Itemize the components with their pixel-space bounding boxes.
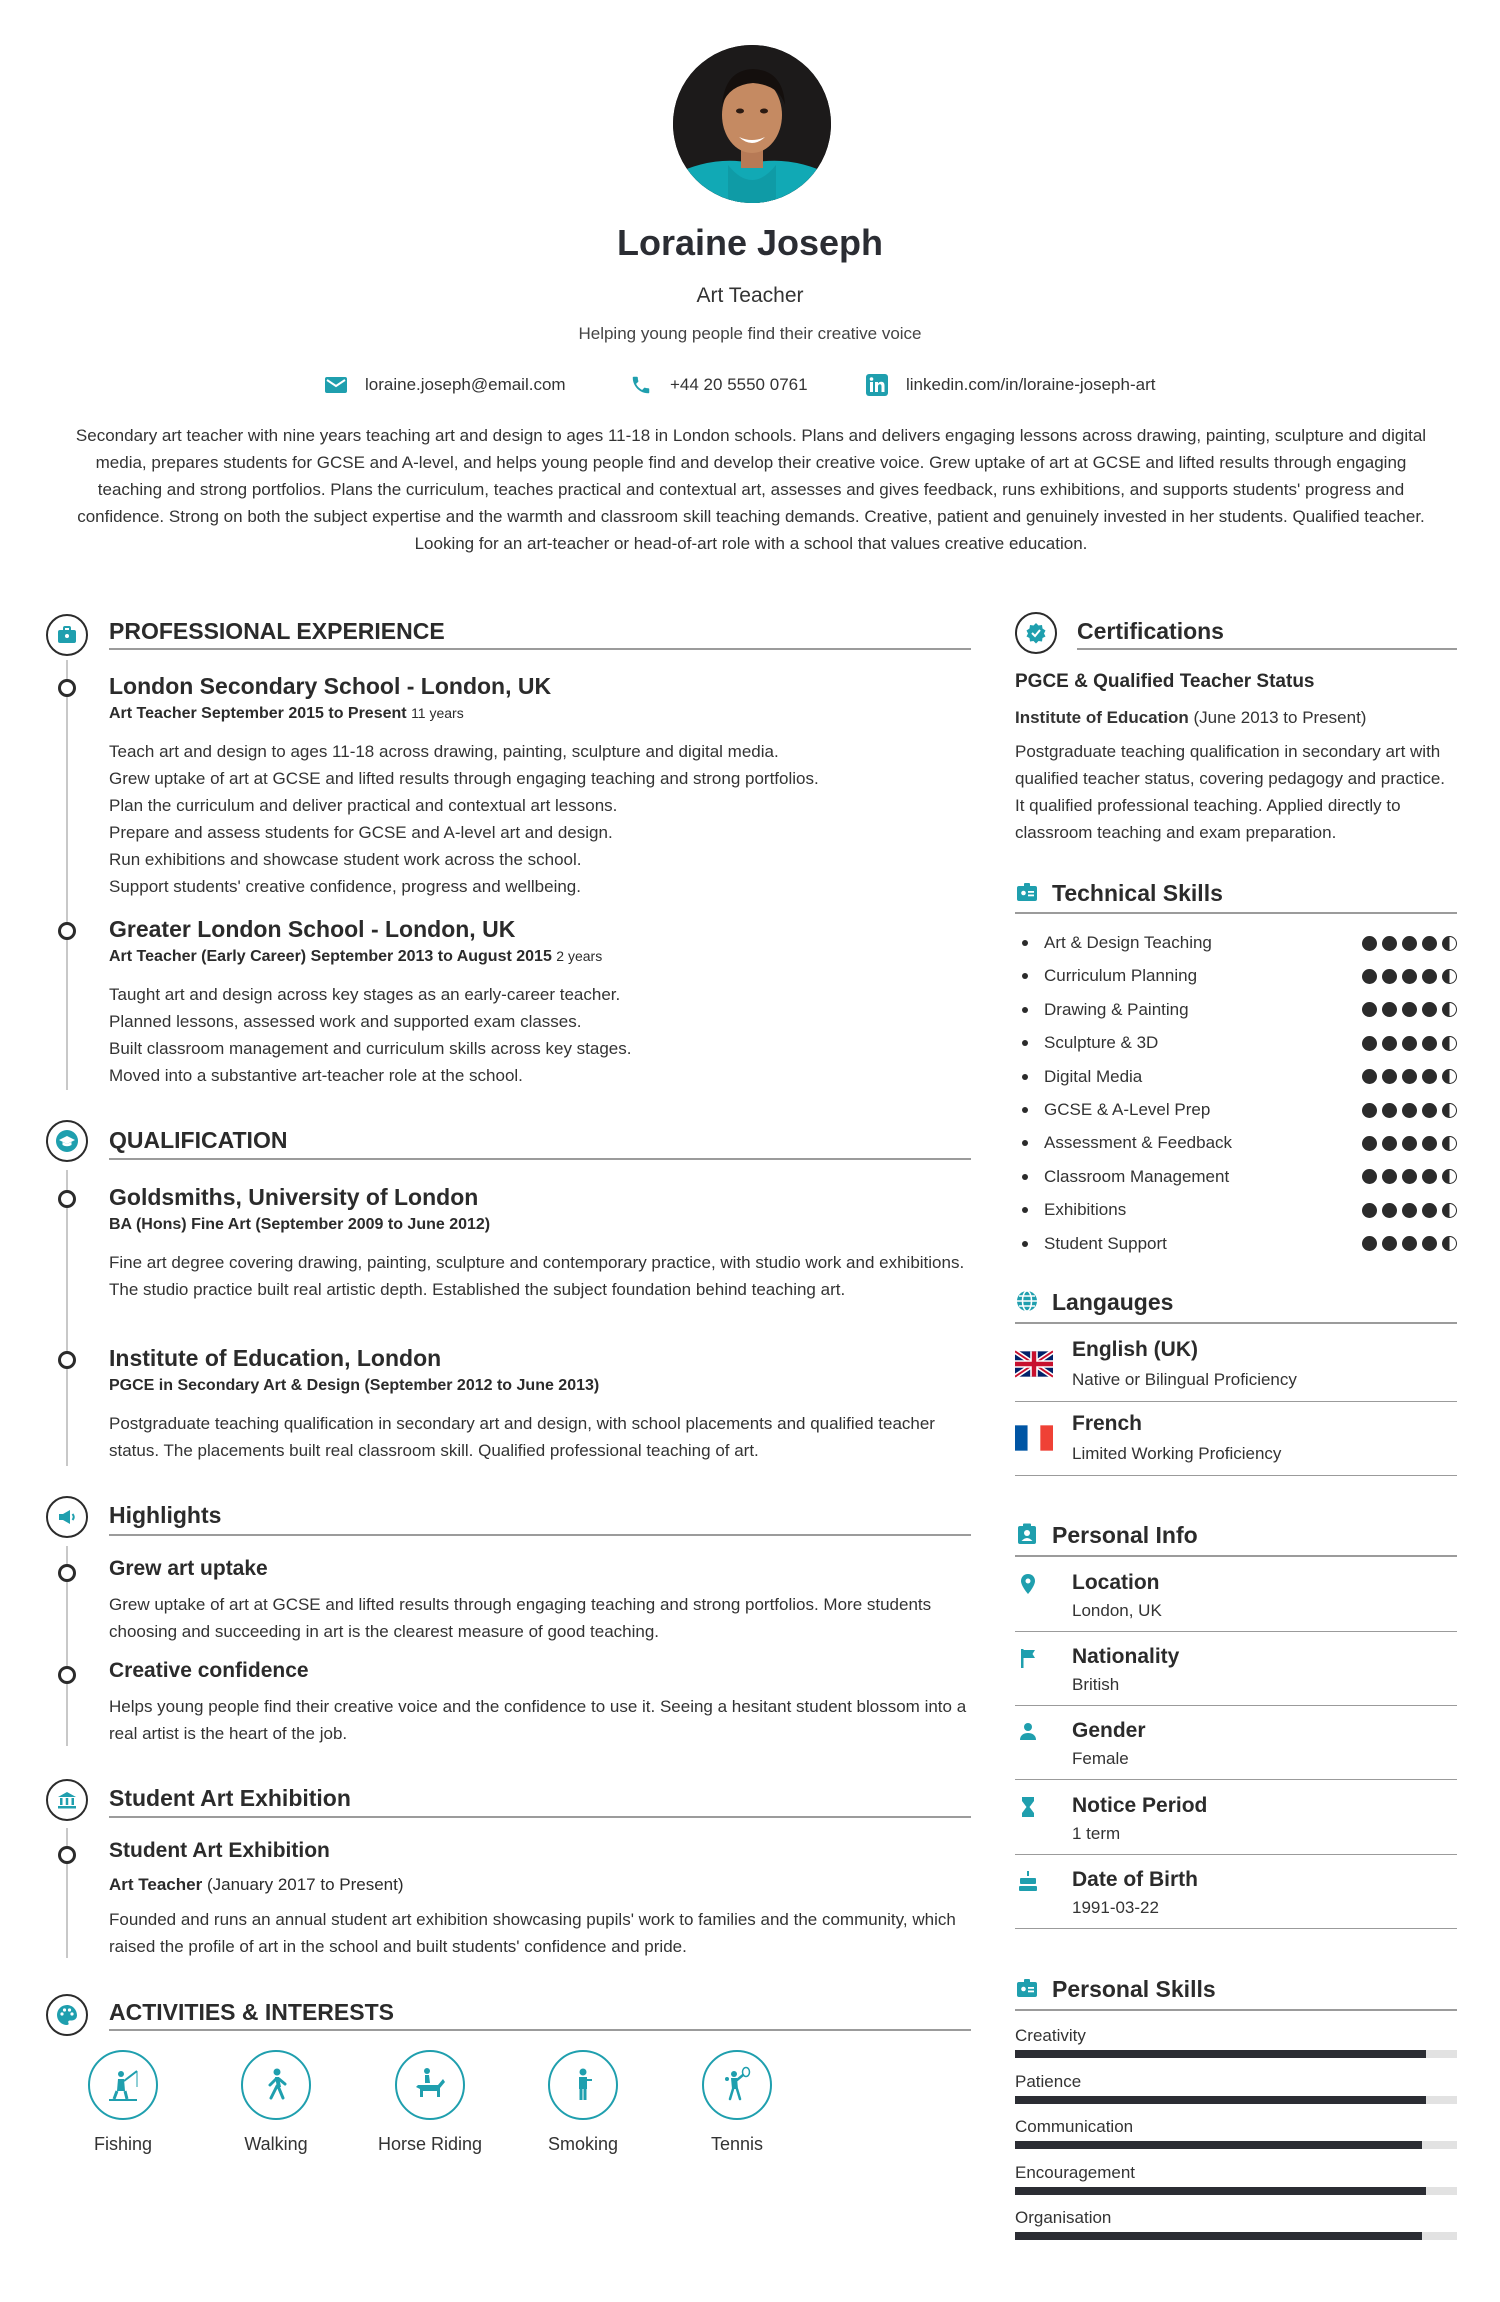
personal-skill-bar-fill xyxy=(1015,2187,1426,2195)
email-icon xyxy=(323,372,349,398)
timeline-dot xyxy=(58,922,76,940)
flag-icon xyxy=(1016,1646,1040,1675)
info-value: Female xyxy=(1072,1749,1129,1768)
timeline-dot xyxy=(58,1351,76,1369)
activity-walking xyxy=(216,2050,336,2155)
personal-skill-bar-fill xyxy=(1015,2232,1422,2240)
megaphone-icon xyxy=(46,1496,88,1538)
contact-card-icon xyxy=(1015,1522,1041,1548)
rating-dot xyxy=(1422,1136,1437,1151)
profile-photo xyxy=(673,45,831,203)
rating-dot xyxy=(1442,1203,1457,1218)
technical-skill-name: Digital Media xyxy=(1044,1066,1143,1086)
qualification-subtitle: PGCE in Secondary Art & Design (September 2012 to June 2013) xyxy=(109,1377,600,1394)
personal-skill-bar xyxy=(1015,2050,1457,2058)
certifications-heading: Certifications xyxy=(1077,618,1224,644)
walking-icon xyxy=(241,2050,311,2120)
globe-icon xyxy=(1015,1289,1041,1315)
technical-skill-row xyxy=(1022,1066,1457,1088)
personal-skill-label: Patience xyxy=(1015,2071,1082,2091)
technical-skill-name: Assessment & Feedback xyxy=(1044,1133,1233,1153)
highlight-title: Grew art uptake xyxy=(109,1557,268,1580)
person-icon xyxy=(1016,1720,1040,1749)
skill-rating xyxy=(1362,1169,1457,1184)
badge-icon xyxy=(1015,612,1057,654)
cake-icon xyxy=(1016,1869,1040,1898)
info-value: 1991-03-22 xyxy=(1072,1898,1159,1917)
id-badge-icon xyxy=(1015,880,1041,906)
exhibition-text: Founded and runs an annual student art exhibition showcasing pupils' work to families and the community, which raised the profile of art in the school and built students' confidence and pride. xyxy=(109,1910,956,1956)
exhibition-dates: (January 2017 to Present) xyxy=(206,1875,404,1894)
highlights-heading: Highlights xyxy=(109,1502,222,1528)
technical-skills-heading: Technical Skills xyxy=(1052,880,1223,906)
qualification-text: Fine art degree covering drawing, painting, sculpture and contemporary practice, with studio work and exhibitions. The studio practice built real artistic depth. Established the subject foundation behind teaching art. xyxy=(109,1253,965,1299)
exhibition-subtitle xyxy=(109,1875,404,1895)
activity-label: Smoking xyxy=(547,2134,619,2154)
technical-skill-row xyxy=(1022,1099,1457,1121)
info-label: Nationality xyxy=(1072,1645,1180,1668)
bullet xyxy=(1022,1140,1028,1146)
job-duration: 2 years xyxy=(556,948,603,964)
divider xyxy=(1015,1475,1457,1476)
certification-name: PGCE & Qualified Teacher Status xyxy=(1015,671,1315,692)
rating-dot xyxy=(1442,936,1457,951)
job-bullets xyxy=(109,981,971,1089)
rating-dot xyxy=(1422,1236,1437,1251)
rating-dot xyxy=(1362,1136,1377,1151)
technical-skill-row xyxy=(1022,965,1457,987)
hourglass-icon xyxy=(1016,1795,1040,1824)
skill-rating xyxy=(1362,1236,1457,1251)
qualification-rule xyxy=(109,1158,971,1160)
rating-dot xyxy=(1362,1203,1377,1218)
location-pin-icon xyxy=(1016,1572,1040,1601)
rating-dot xyxy=(1382,1002,1397,1017)
qualification-subtitle: BA (Hons) Fine Art (September 2009 to June 2012) xyxy=(109,1216,491,1233)
list-item: Prepare and assess students for GCSE and A-level art and design. xyxy=(109,823,613,842)
rating-dot xyxy=(1402,1236,1417,1251)
contact-email[interactable] xyxy=(323,370,566,400)
highlight-text: Helps young people find their creative voice and the confidence to use it. Seeing a hesitant student blossom into a real artist is the heart of the job. xyxy=(109,1697,967,1743)
candidate-tagline: Helping young people find their creative voice xyxy=(578,324,922,343)
highlight-text: Grew uptake of art at GCSE and lifted results through engaging teaching and strong portfolios. More students choosing and succeeding in art is the clearest measure of good teaching. xyxy=(109,1595,932,1641)
rating-dot xyxy=(1362,1036,1377,1051)
rating-dot xyxy=(1382,1069,1397,1084)
rating-dot xyxy=(1422,1069,1437,1084)
technical-skill-row xyxy=(1022,1199,1457,1221)
technical-skill-name: Student Support xyxy=(1044,1233,1167,1253)
certifications-rule xyxy=(1077,648,1457,650)
candidate-role: Art Teacher xyxy=(696,284,804,307)
timeline-dot xyxy=(58,679,76,697)
exhibition-role: Art Teacher xyxy=(109,1875,203,1894)
rating-dot xyxy=(1402,969,1417,984)
job-duration: 11 years xyxy=(411,705,464,721)
horse-riding-icon xyxy=(395,2050,465,2120)
rating-dot xyxy=(1422,936,1437,951)
candidate-name: Loraine Joseph xyxy=(616,222,884,263)
rating-dot xyxy=(1362,1169,1377,1184)
divider xyxy=(1015,1928,1457,1929)
technical-skill-row xyxy=(1022,1132,1457,1154)
personal-skill-bar xyxy=(1015,2187,1457,2195)
info-value: London, UK xyxy=(1072,1601,1162,1620)
divider xyxy=(1015,1401,1457,1402)
skill-rating xyxy=(1362,1136,1457,1151)
rating-dot xyxy=(1362,1103,1377,1118)
list-item: Taught art and design across key stages as an early-career teacher. xyxy=(109,985,621,1004)
job-role-dates: Art Teacher (Early Career) September 2013 to August 2015 xyxy=(109,948,552,965)
qualification-title: Goldsmiths, University of London xyxy=(109,1184,479,1210)
rating-dot xyxy=(1402,1069,1417,1084)
timeline-dot xyxy=(58,1190,76,1208)
skill-rating xyxy=(1362,1203,1457,1218)
museum-icon xyxy=(46,1779,88,1821)
rating-dot xyxy=(1402,1103,1417,1118)
qualification-timeline xyxy=(66,1170,68,1466)
divider xyxy=(1015,1705,1457,1706)
rating-dot xyxy=(1402,1002,1417,1017)
bullet xyxy=(1022,940,1028,946)
personal-skill-bar xyxy=(1015,2141,1457,2149)
rating-dot xyxy=(1362,1002,1377,1017)
technical-skill-row xyxy=(1022,1233,1457,1255)
palette-icon xyxy=(46,1994,88,2036)
qualification-text: Postgraduate teaching qualification in secondary art and design, with school placements and qualified teacher status. The placements built real classroom skill. Qualified professional teaching of art. xyxy=(109,1414,935,1460)
job-subtitle xyxy=(109,948,602,966)
certification-dates: (June 2013 to Present) xyxy=(1193,708,1367,727)
rating-dot xyxy=(1362,936,1377,951)
rating-dot xyxy=(1382,1103,1397,1118)
personal-skill-bar-fill xyxy=(1015,2050,1426,2058)
technical-skill-row xyxy=(1022,1166,1457,1188)
list-item: Support students' creative confidence, progress and wellbeing. xyxy=(109,877,581,896)
technical-skill-row xyxy=(1022,1032,1457,1054)
job-bullets xyxy=(109,738,971,900)
rating-dot xyxy=(1422,1103,1437,1118)
language-level: Limited Working Proficiency xyxy=(1072,1444,1282,1463)
qualification-title: Institute of Education, London xyxy=(109,1345,442,1371)
list-item: Teach art and design to ages 11-18 across drawing, painting, sculpture and digital media. xyxy=(109,742,779,761)
list-item: Grew uptake of art at GCSE and lifted results through engaging teaching and strong portfolios. xyxy=(109,769,819,788)
timeline-dot xyxy=(58,1846,76,1864)
technical-skill-name: Exhibitions xyxy=(1044,1200,1127,1220)
rating-dot xyxy=(1442,969,1457,984)
bullet xyxy=(1022,1007,1028,1013)
languages-rule xyxy=(1015,1322,1457,1324)
info-label: Notice Period xyxy=(1072,1794,1208,1817)
technical-skill-name: Curriculum Planning xyxy=(1044,966,1198,986)
rating-dot xyxy=(1362,1236,1377,1251)
rating-dot xyxy=(1382,1036,1397,1051)
rating-dot xyxy=(1442,1136,1457,1151)
personal-skills-rule xyxy=(1015,2009,1457,2011)
timeline-dot xyxy=(58,1564,76,1582)
bullet xyxy=(1022,1074,1028,1080)
rating-dot xyxy=(1442,1069,1457,1084)
timeline-dot xyxy=(58,1666,76,1684)
rating-dot xyxy=(1362,1069,1377,1084)
info-value: 1 term xyxy=(1072,1824,1121,1843)
rating-dot xyxy=(1382,1203,1397,1218)
rating-dot xyxy=(1422,1203,1437,1218)
skill-rating xyxy=(1362,1069,1457,1084)
activity-label: Fishing xyxy=(93,2134,153,2154)
technical-skill-name: GCSE & A-Level Prep xyxy=(1044,1100,1211,1119)
email-text: loraine.joseph@email.com xyxy=(365,375,566,394)
info-label: Gender xyxy=(1072,1719,1146,1742)
personal-skill-label: Encouragement xyxy=(1015,2162,1136,2182)
personal-info-heading: Personal Info xyxy=(1052,1522,1198,1548)
rating-dot xyxy=(1382,1136,1397,1151)
divider xyxy=(1015,1779,1457,1780)
info-label: Date of Birth xyxy=(1072,1868,1198,1891)
rating-dot xyxy=(1402,1169,1417,1184)
info-value: British xyxy=(1072,1675,1120,1694)
linkedin-icon xyxy=(864,372,890,398)
info-label: Location xyxy=(1072,1571,1160,1594)
certification-institution: Institute of Education xyxy=(1015,708,1189,727)
technical-skill-row xyxy=(1022,999,1457,1021)
skill-rating xyxy=(1362,1036,1457,1051)
rating-dot xyxy=(1442,1036,1457,1051)
personal-skill-bar-fill xyxy=(1015,2141,1422,2149)
rating-dot xyxy=(1382,936,1397,951)
rating-dot xyxy=(1442,1236,1457,1251)
bullet xyxy=(1022,1241,1028,1247)
list-item: Planned lessons, assessed work and supported exam classes. xyxy=(109,1012,582,1031)
technical-skill-name: Art & Design Teaching xyxy=(1044,933,1212,952)
bullet xyxy=(1022,1040,1028,1046)
language-level: Native or Bilingual Proficiency xyxy=(1072,1370,1297,1389)
rating-dot xyxy=(1422,969,1437,984)
experience-timeline xyxy=(66,660,68,1090)
job-title: London Secondary School - London, UK xyxy=(109,673,552,699)
language-name: English (UK) xyxy=(1072,1338,1198,1361)
personal-skill-label: Creativity xyxy=(1015,2026,1086,2045)
list-item: Run exhibitions and showcase student work across the school. xyxy=(109,850,582,869)
uk-flag-icon xyxy=(1015,1350,1053,1383)
highlights-rule xyxy=(109,1534,971,1536)
technical-skill-row xyxy=(1022,932,1457,954)
tennis-icon xyxy=(702,2050,772,2120)
personal-skill-label: Communication xyxy=(1015,2117,1134,2136)
contact-linkedin[interactable] xyxy=(864,370,1155,400)
rating-dot xyxy=(1422,1169,1437,1184)
exhibition-item-title: Student Art Exhibition xyxy=(109,1839,330,1862)
technical-skills-rule xyxy=(1015,912,1457,914)
contact-bar xyxy=(0,370,1500,400)
bullet xyxy=(1022,1207,1028,1213)
qualification-heading: QUALIFICATION xyxy=(109,1127,288,1153)
certification-text: Postgraduate teaching qualification in secondary art with qualified teacher status, covering pedagogy and practice. It qualified professional teaching. Applied directly to classroom teaching and exam preparation. xyxy=(1015,742,1445,842)
id-badge-icon xyxy=(1015,1976,1041,2002)
activity-label: Horse Riding xyxy=(377,2134,483,2154)
languages-heading: Langauges xyxy=(1052,1289,1174,1315)
activity-tennis xyxy=(677,2050,797,2155)
experience-heading: PROFESSIONAL EXPERIENCE xyxy=(109,618,445,644)
skill-rating xyxy=(1362,936,1457,951)
personal-skills-heading: Personal Skills xyxy=(1052,1976,1216,2002)
personal-skill-bar-fill xyxy=(1015,2096,1426,2104)
rating-dot xyxy=(1402,936,1417,951)
list-item: Moved into a substantive art-teacher role at the school. xyxy=(109,1066,523,1085)
skill-rating xyxy=(1362,1002,1457,1017)
activities-heading: ACTIVITIES & INTERESTS xyxy=(109,1999,394,2025)
rating-dot xyxy=(1422,1002,1437,1017)
technical-skill-name: Classroom Management xyxy=(1044,1166,1230,1186)
activity-horse-riding xyxy=(370,2050,490,2155)
technical-skill-name: Drawing & Painting xyxy=(1044,999,1189,1019)
exhibition-heading: Student Art Exhibition xyxy=(109,1785,351,1811)
experience-rule xyxy=(109,648,971,650)
divider xyxy=(1015,1631,1457,1632)
skill-rating xyxy=(1362,969,1457,984)
phone-text: +44 20 5550 0761 xyxy=(670,375,808,394)
certification-source xyxy=(1015,708,1366,728)
rating-dot xyxy=(1442,1002,1457,1017)
bullet xyxy=(1022,1107,1028,1113)
list-item: Built classroom management and curriculum skills across key stages. xyxy=(109,1039,632,1058)
graduation-cap-icon xyxy=(46,1120,88,1162)
rating-dot xyxy=(1442,1103,1457,1118)
activity-label: Walking xyxy=(244,2134,308,2154)
rating-dot xyxy=(1442,1169,1457,1184)
activities-rule xyxy=(109,2029,971,2031)
personal-skill-bar xyxy=(1015,2232,1457,2240)
rating-dot xyxy=(1402,1036,1417,1051)
activity-label: Tennis xyxy=(710,2134,764,2154)
fishing-icon xyxy=(88,2050,158,2120)
smoking-icon xyxy=(548,2050,618,2120)
rating-dot xyxy=(1402,1203,1417,1218)
personal-info-rule xyxy=(1015,1555,1457,1557)
linkedin-text: linkedin.com/in/loraine-joseph-art xyxy=(906,375,1156,394)
profile-summary: Secondary art teacher with nine years teaching art and design to ages 11-18 in London schools. Plans and delivers engaging lessons across drawing, painting, sculpture and digital media, prepares students for GCSE and A-level, and helps young people find and develop their creative voice. Grew uptake of art at GCSE and lifted results through engaging teaching and strong portfolios. Plans the curriculum, teaches practical and contextual art, assesses and gives feedback, runs exhibitions, and supports students' progress and confidence. Strong on both the subject expertise and the warmth and classroom skill teaching demands. Creative, patient and genuinely invested in her students. Qualified teacher. Looking for an art-teacher or head-of-art role with a school that values creative education. xyxy=(75,426,1427,553)
personal-skill-bar xyxy=(1015,2096,1457,2104)
briefcase-icon xyxy=(46,614,88,656)
job-role-dates: Art Teacher September 2015 to Present xyxy=(109,705,407,722)
job-subtitle xyxy=(109,705,464,723)
activity-fishing xyxy=(63,2050,183,2155)
rating-dot xyxy=(1402,1136,1417,1151)
rating-dot xyxy=(1422,1036,1437,1051)
contact-phone[interactable] xyxy=(628,370,808,400)
list-item: Plan the curriculum and deliver practical and contextual art lessons. xyxy=(109,796,618,815)
bullet xyxy=(1022,973,1028,979)
rating-dot xyxy=(1362,969,1377,984)
france-flag-icon xyxy=(1015,1424,1053,1457)
bullet xyxy=(1022,1174,1028,1180)
highlight-title: Creative confidence xyxy=(109,1659,309,1682)
skill-rating xyxy=(1362,1103,1457,1118)
language-name: French xyxy=(1072,1412,1143,1435)
rating-dot xyxy=(1382,1236,1397,1251)
exhibition-rule xyxy=(109,1816,971,1818)
activity-smoking xyxy=(523,2050,643,2155)
divider xyxy=(1015,1854,1457,1855)
phone-icon xyxy=(628,372,654,398)
rating-dot xyxy=(1382,1169,1397,1184)
technical-skill-name: Sculpture & 3D xyxy=(1044,1033,1159,1053)
personal-skill-label: Organisation xyxy=(1015,2208,1112,2227)
rating-dot xyxy=(1382,969,1397,984)
job-title: Greater London School - London, UK xyxy=(109,916,516,942)
